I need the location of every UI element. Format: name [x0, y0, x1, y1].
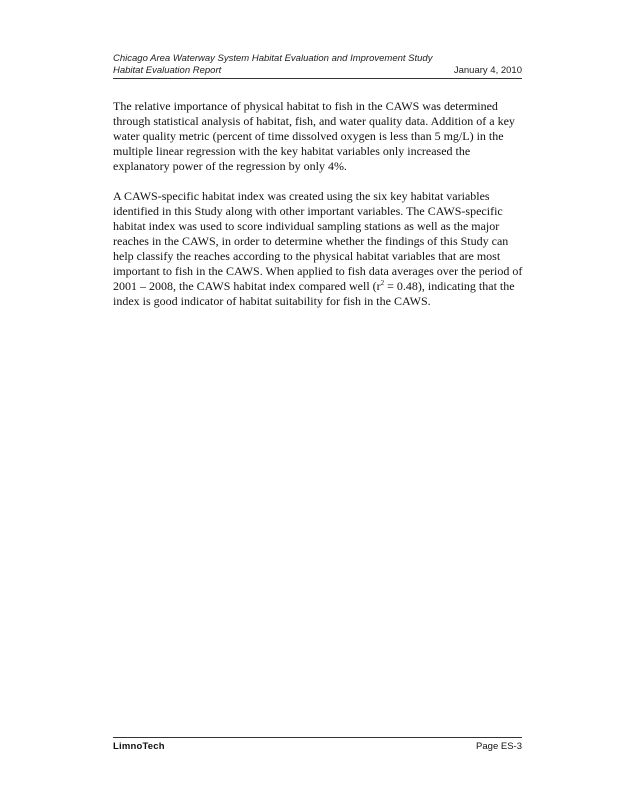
report-name: Habitat Evaluation Report [113, 65, 222, 76]
paragraph-2-text-end: = 0.48), indicating that the index is good indicator of habitat suitability for fish in the CAWS. [113, 279, 515, 308]
superscript-2: 2 [380, 279, 385, 287]
body-content [113, 99, 523, 324]
page-header [113, 53, 522, 79]
page-number: Page ES-3 [476, 741, 522, 752]
company-name: LimnoTech [113, 741, 165, 752]
paragraph-2-text-start: A CAWS-specific habitat index was created using the six key habitat variables identified in this Study along with other important variables. The CAWS-specific habitat index was used to score individual sampling stations as well as the major reaches in the CAWS, in order to determine whether the findings of this Study can help classify the reaches according to the physical habitat variables that are most important to fish in the CAWS. When applied to fish data averages over the period of 2001 – 2008, the CAWS habitat index compared well (r [113, 189, 523, 293]
paragraph-2 [113, 189, 523, 309]
header-report-line [113, 65, 522, 79]
paragraph-1: The relative importance of physical habitat to fish in the CAWS was determined through statistical analysis of habitat, fish, and water quality data. Addition of a key water quality metric (percent of time dissolved oxygen is less than 5 mg/L) in the multiple linear regression with the key habitat variables only increased the explanatory power of the regression by only 4%. [113, 99, 515, 173]
page-footer [113, 737, 522, 753]
report-date: January 4, 2010 [453, 65, 522, 76]
study-title: Chicago Area Waterway System Habitat Evaluation and Improvement Study [113, 53, 433, 64]
